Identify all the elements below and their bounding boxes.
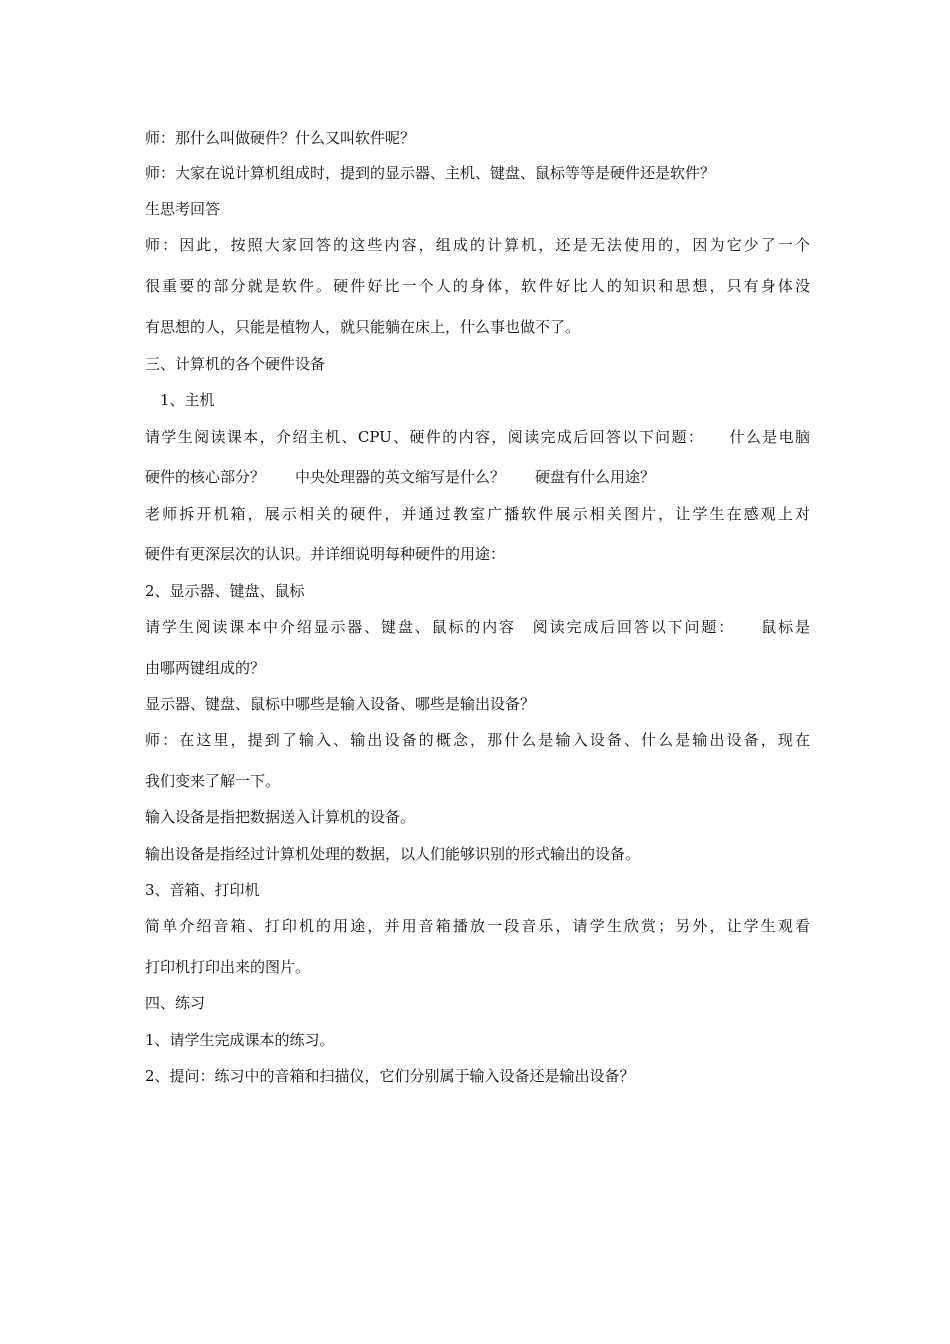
text-line: 输出设备是指经过计算机处理的数据，以人们能够识别的形式输出的设备。 (145, 845, 641, 863)
text-line: 硬件的核心部分？ 中央处理器的英文缩写是什么？ 硬盘有什么用途？ (145, 468, 656, 486)
text-line: 师：因此，按照大家回答的这些内容，组成的计算机，还是无法使用的，因为它少了一个 (145, 236, 810, 254)
text-line: 很重要的部分就是软件。硬件好比一个人的身体，软件好比人的知识和思想，只有身体没 (145, 277, 810, 295)
subsection-heading: 1、主机 (160, 391, 215, 409)
text-line: 显示器、键盘、鼠标中哪些是输入设备、哪些是输出设备？ (145, 695, 536, 713)
text-line: 由哪两键组成的？ (145, 659, 266, 677)
subsection-heading: 3、音箱、打印机 (145, 881, 260, 899)
text-line: 师：大家在说计算机组成时，提到的显示器、主机、键盘、鼠标等等是硬件还是软件？ (145, 164, 716, 182)
text-line: 硬件有更深层次的认识。并详细说明每种硬件的用途： (145, 545, 506, 563)
text-line: 我们变来了解一下。 (145, 772, 281, 790)
section-heading: 四、练习 (145, 994, 206, 1012)
text-line: 打印机打印出来的图片。 (145, 958, 311, 976)
subsection-heading: 2、显示器、键盘、鼠标 (145, 582, 305, 600)
text-line: 老师拆开机箱，展示相关的硬件，并通过教室广播软件展示相关图片，让学生在感观上对 (145, 505, 810, 523)
text-line: 简单介绍音箱、打印机的用途，并用音箱播放一段音乐，请学生欣赏；另外，让学生观看 (145, 917, 810, 935)
text-line: 2、提问：练习中的音箱和扫描仪，它们分别属于输入设备还是输出设备？ (145, 1067, 635, 1085)
text-line: 生思考回答 (145, 200, 221, 218)
section-heading: 三、计算机的各个硬件设备 (145, 355, 326, 373)
text-line: 1、请学生完成课本的练习。 (145, 1031, 335, 1049)
text-line: 请学生阅读课本中介绍显示器、键盘、鼠标的内容 阅读完成后回答以下问题： 鼠标是 (145, 618, 810, 636)
text-line: 请学生阅读课本，介绍主机、CPU、硬件的内容，阅读完成后回答以下问题： 什么是电脑 (145, 428, 810, 446)
text-line: 有思想的人，只能是植物人，就只能躺在床上，什么事也做不了。 (145, 318, 581, 336)
text-line: 师：在这里，提到了输入、输出设备的概念，那什么是输入设备、什么是输出设备，现在 (145, 731, 810, 749)
text-line: 输入设备是指把数据送入计算机的设备。 (145, 808, 416, 826)
text-line: 师：那什么叫做硬件？什么又叫软件呢？ (145, 129, 416, 147)
